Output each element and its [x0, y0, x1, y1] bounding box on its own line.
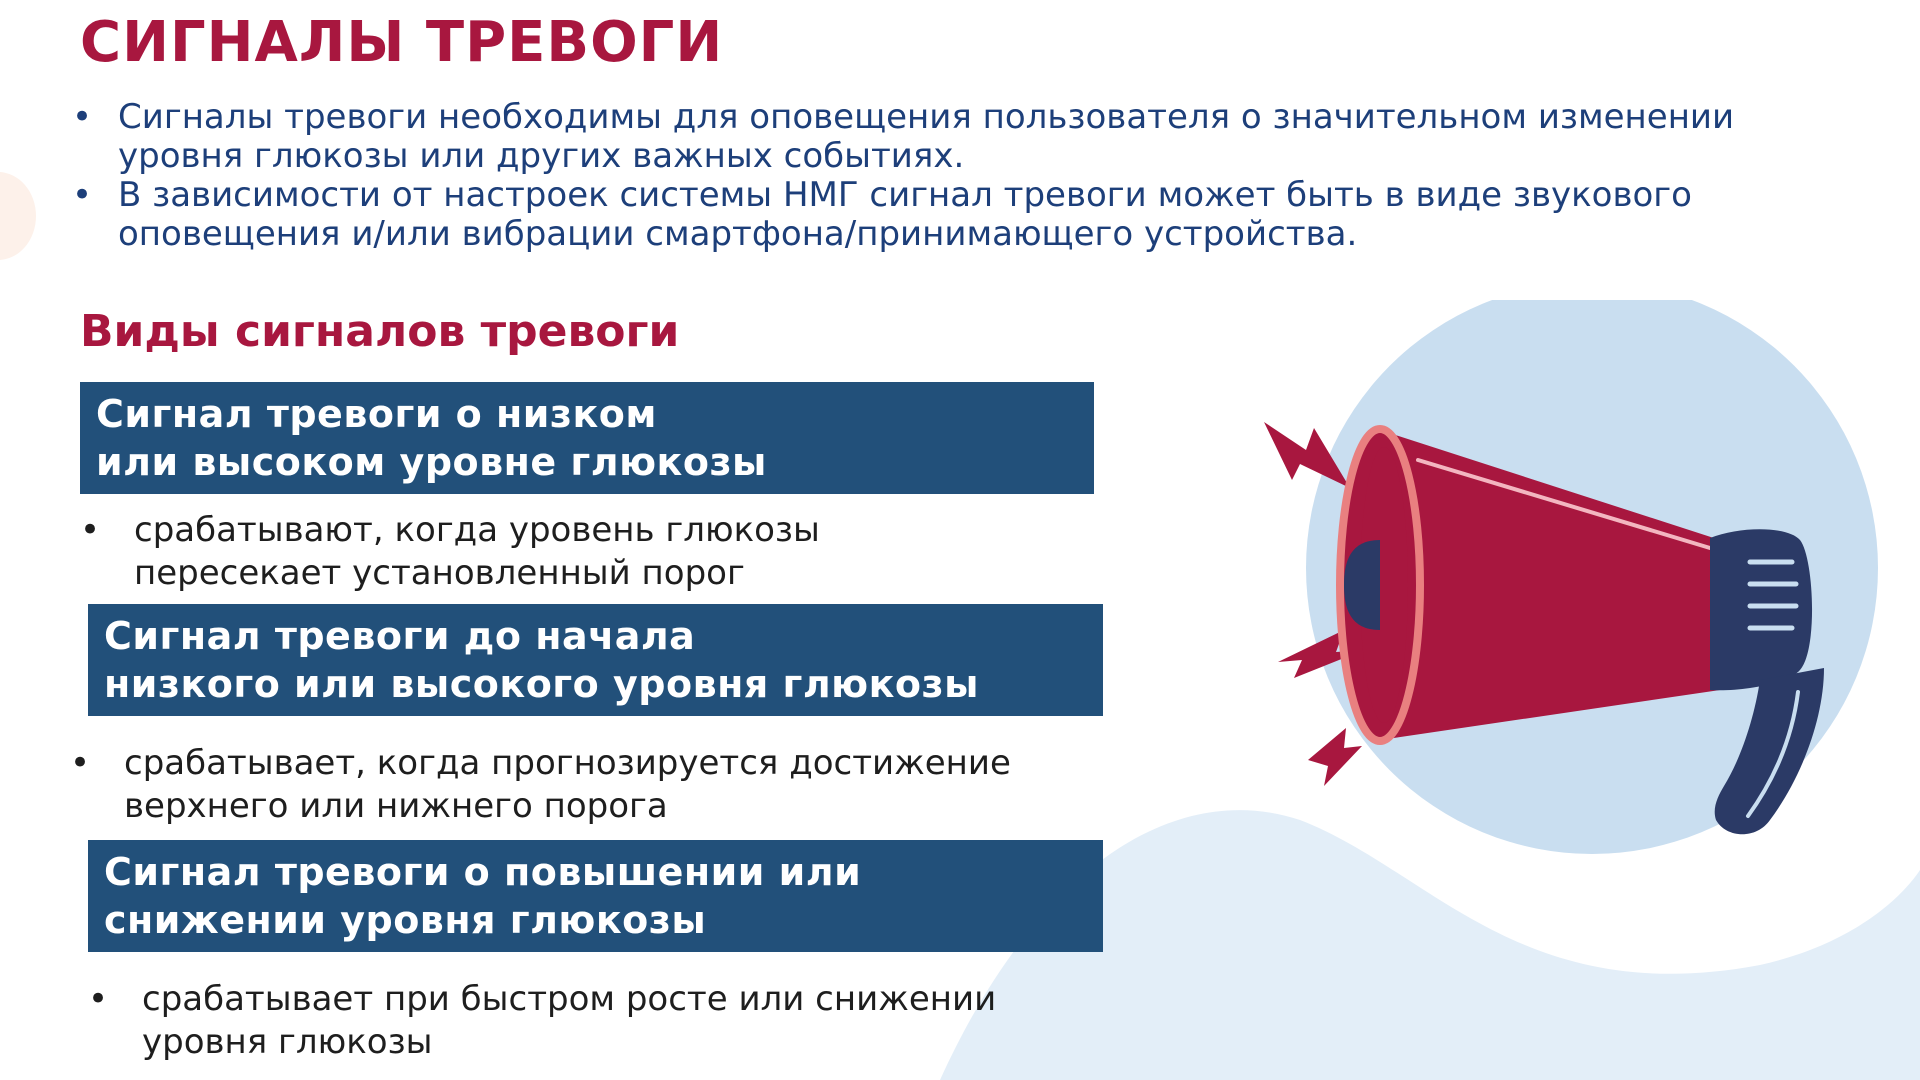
description-line: срабатывает, когда прогнозируется достижение: [124, 743, 1011, 783]
bullet-marker: •: [72, 97, 93, 137]
alert-type-description: [80, 509, 820, 595]
alert-type-description: [88, 978, 996, 1064]
intro-text: В зависимости от настроек системы НМГ сигнал тревоги может быть в виде звукового оповещения и/или вибрации смартфона/принимающего устройства.: [118, 175, 1692, 254]
alert-type-description: [70, 742, 1011, 828]
description-line: верхнего или нижнего порога: [124, 786, 668, 826]
bullet-marker: •: [88, 979, 109, 1019]
description-item: [80, 509, 820, 595]
intro-item: [70, 176, 1870, 254]
description-line: срабатывает при быстром росте или снижении: [142, 979, 997, 1019]
page-title: СИГНАЛЫ ТРЕВОГИ: [80, 10, 724, 75]
bullet-marker: •: [80, 510, 101, 550]
alert-type-heading-rate-of-change: [88, 840, 1103, 952]
section-subtitle: Виды сигналов тревоги: [80, 306, 680, 357]
heading-line: снижении уровня глюкозы: [104, 898, 707, 942]
description-line: уровня глюкозы: [142, 1022, 433, 1062]
description-line: срабатывают, когда уровень глюкозы: [134, 510, 820, 550]
heading-line: низкого или высокого уровня глюкозы: [104, 662, 979, 706]
bullet-marker: •: [70, 743, 91, 783]
alert-type-heading-predictive: [88, 604, 1103, 716]
description-item: [70, 742, 1011, 828]
heading-line: Сигнал тревоги о низком: [96, 392, 657, 436]
heading-line: Сигнал тревоги о повышении или: [104, 850, 862, 894]
intro-list: [70, 98, 1870, 254]
intro-text: Сигналы тревоги необходимы для оповещения пользователя о значительном изменении уровня глюкозы или других важных событиях.: [118, 97, 1735, 176]
intro-item: [70, 98, 1870, 176]
alert-type-heading-low-high: [80, 382, 1094, 494]
heading-line: Сигнал тревоги до начала: [104, 614, 696, 658]
heading-line: или высоком уровне глюкозы: [96, 440, 767, 484]
megaphone-icon: [1240, 300, 1880, 860]
description-line: пересекает установленный порог: [134, 553, 745, 593]
bullet-marker: •: [72, 175, 93, 215]
description-item: [88, 978, 996, 1064]
